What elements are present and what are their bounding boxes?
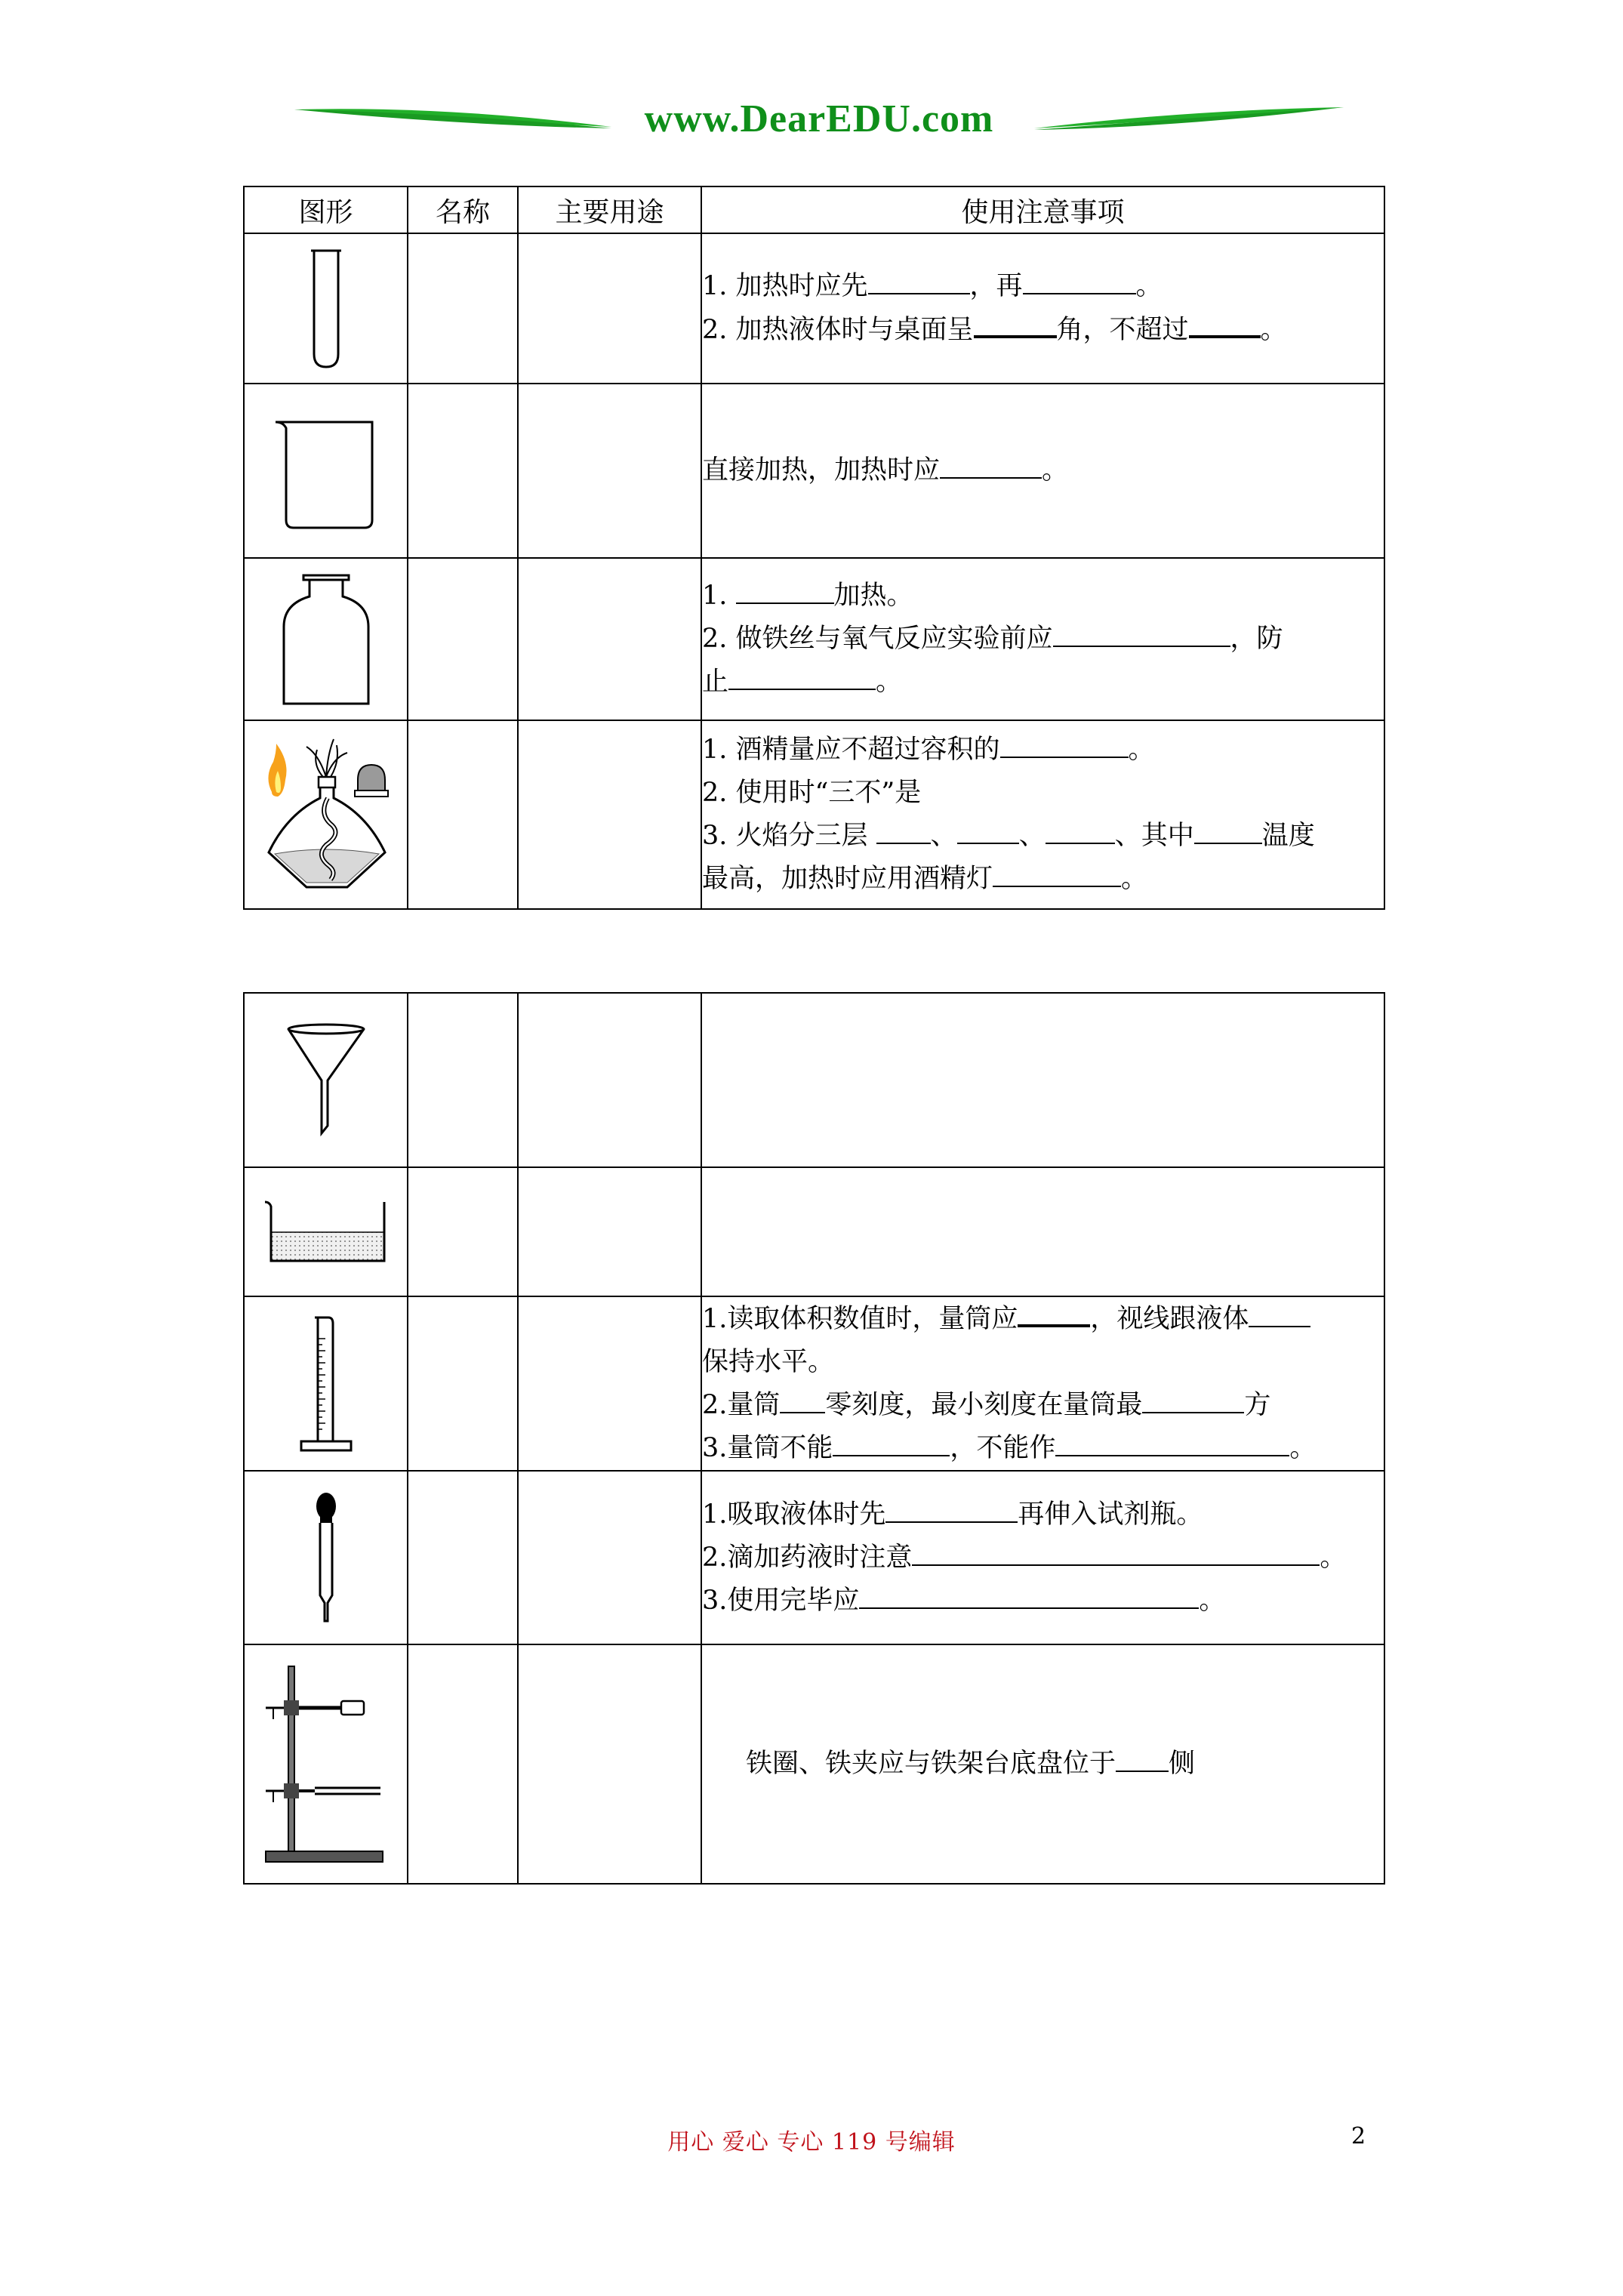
name-cell[interactable] [408,1296,518,1471]
table-row [244,993,1384,1167]
name-cell[interactable] [408,1471,518,1644]
notes-cell: 1.读取体积数值时，量筒应 ，视线跟液体 保持水平。 2.量筒 零刻度，最小刻度在量筒最 方 3.量筒不能 ，不能作 。 [701,1296,1384,1471]
answer-blank[interactable] [885,1494,1018,1523]
notes-cell: 1. 酒精量应不超过容积的 。 2. 使用时“三不”是 3. 火焰分三层 、 、 、其中 温度 最高，加热时应用酒精灯 。 [701,720,1384,909]
table-header-row [244,186,1384,233]
answer-blank[interactable] [876,815,931,844]
answer-blank[interactable] [833,1428,950,1456]
answer-blank[interactable] [736,575,834,604]
logo-text: www.DearEDU.com [644,97,994,140]
apparatus-table-2 [243,992,1385,1885]
table-row [244,1471,1384,1644]
notes-cell: 1. 加热。 2. 做铁丝与氧气反应实验前应 ，防 止 。 [701,558,1384,720]
header-notes: 使用注意事项 [701,186,1384,233]
page-number: 2 [1351,2123,1366,2150]
name-cell[interactable] [408,1167,518,1296]
footer-text: 用心 爱心 专心 119 号编辑 [667,2129,956,2156]
answer-blank[interactable] [993,858,1121,887]
beaker-icon [269,407,383,535]
shape-cell [244,558,408,720]
shape-cell [244,1167,408,1296]
answer-blank[interactable] [1000,729,1129,758]
answer-blank[interactable] [957,815,1019,844]
use-cell[interactable] [518,384,701,558]
shape-cell [244,1644,408,1884]
answer-blank[interactable] [868,266,970,294]
name-cell[interactable] [408,558,518,720]
graduated-cylinder-icon [292,1308,360,1459]
use-cell[interactable] [518,1167,701,1296]
answer-blank[interactable] [940,450,1042,479]
table-row [244,233,1384,384]
header-name: 名称 [408,186,518,233]
notes-cell: 1. 加热时应先 ，再 。 2. 加热液体时与桌面呈 角，不超过 。 [701,233,1384,384]
answer-blank[interactable] [859,1580,1199,1609]
answer-blank[interactable] [1053,618,1230,647]
use-cell[interactable] [518,233,701,384]
alcohol-lamp-icon [258,732,394,898]
water-trough-icon [262,1194,390,1270]
name-cell[interactable] [408,993,518,1167]
answer-blank[interactable] [1116,1743,1169,1772]
answer-blank[interactable] [1142,1385,1244,1413]
table-row [244,1167,1384,1296]
table-row [244,558,1384,720]
use-cell[interactable] [518,720,701,909]
header-use: 主要用途 [518,186,701,233]
name-cell[interactable] [408,233,518,384]
use-cell[interactable] [518,558,701,720]
answer-blank[interactable] [912,1537,1320,1566]
shape-cell [244,720,408,909]
use-cell[interactable] [518,993,701,1167]
answer-blank[interactable] [1055,1428,1289,1456]
shape-cell [244,993,408,1167]
answer-blank[interactable] [1018,1297,1090,1327]
use-cell[interactable] [518,1644,701,1884]
use-cell[interactable] [518,1296,701,1471]
shape-cell [244,1296,408,1471]
notes-cell: 铁圈、铁夹应与铁架台底盘位于 侧 [701,1644,1384,1884]
notes-cell: 直接加热，加热时应 。 [701,384,1384,558]
shape-cell [244,233,408,384]
answer-blank[interactable] [1023,266,1136,294]
header-logo [294,91,1344,159]
shape-cell [244,384,408,558]
answer-blank[interactable] [728,661,876,690]
name-cell[interactable] [408,720,518,909]
answer-blank[interactable] [780,1385,825,1413]
table-row [244,720,1384,909]
notes-cell: 1.吸取液体时先 再伸入试剂瓶。 2.滴加药液时注意 。 3.使用完毕应 。 [701,1471,1384,1644]
table-row [244,1296,1384,1471]
table-row [244,384,1384,558]
gas-jar-icon [273,569,379,709]
name-cell[interactable] [408,384,518,558]
name-cell[interactable] [408,1644,518,1884]
notes-cell[interactable] [701,1167,1384,1296]
header-shape: 图形 [244,186,408,233]
answer-blank[interactable] [1046,815,1115,844]
answer-blank[interactable] [1249,1299,1310,1327]
answer-blank[interactable] [1189,308,1261,338]
test-tube-icon [303,245,349,373]
shape-cell [244,1471,408,1644]
use-cell[interactable] [518,1471,701,1644]
funnel-icon [285,1020,368,1141]
answer-blank[interactable] [974,308,1057,338]
dropper-icon [307,1490,345,1626]
answer-blank[interactable] [1194,815,1262,844]
notes-cell[interactable] [701,993,1384,1167]
apparatus-table-1 [243,186,1385,910]
table-row [244,1644,1384,1884]
iron-stand-icon [258,1659,394,1870]
